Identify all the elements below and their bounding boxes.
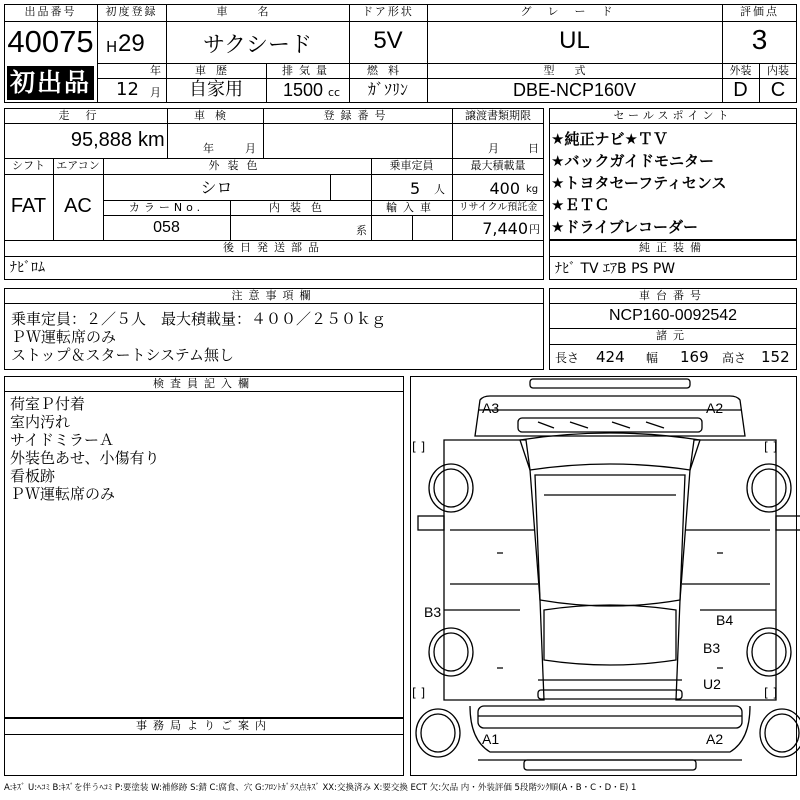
exterior-color-label: 外装色	[208, 159, 266, 172]
damage-legend: A:ｷｽﾞ U:ﾍｺﾐ B:ｷｽﾞを伴うﾍｺﾐ P:要塗装 W:補修跡 S:錆 C:腐食、穴 G:ﾌﾛﾝﾄｶﾞﾗｽ点ｷｽﾞ XX:交換済み X:要交換 ECT 欠:欠品 内・外装評価 5段階ﾗﾝｸ順(A・B・C・D・E) 1	[4, 783, 637, 793]
damage-left-rear: B3	[424, 604, 442, 620]
shift-label: シフト	[12, 159, 45, 172]
height: 152	[761, 348, 790, 366]
transfer-deadline-label: 譲渡書類期限	[465, 109, 531, 122]
notes-line: ＰＷ運転席のみ	[11, 328, 117, 346]
max-load-unit: kg	[526, 184, 539, 195]
equipment: ﾅﾋﾞ TV ｴｱB PS PW	[555, 261, 676, 277]
exterior-grade: D	[733, 79, 748, 101]
inspector-line: ＰＷ運転席のみ	[10, 485, 116, 503]
sales-point-item: ★純正ナビ★ＴＶ	[551, 130, 668, 148]
inspection-month-unit: 月	[245, 142, 256, 155]
history-label: 車歴	[195, 64, 237, 77]
displacement-label: 排気量	[282, 64, 333, 77]
equipment-label: 純正装備	[639, 241, 707, 254]
grade-label: グレード	[520, 5, 629, 18]
capacity-unit: 人	[434, 183, 445, 196]
later-parts-label: 後日発送部品	[223, 241, 325, 254]
year-unit: 年	[150, 64, 161, 77]
recycle-deposit-label: リサイクル預託金	[458, 202, 538, 213]
chassis-number-label: 車台番号	[639, 289, 707, 302]
sales-point-item: ★ＥＴＣ	[551, 196, 610, 214]
fuel-label: 燃料	[367, 64, 409, 77]
damage-right-rear-mid: B3	[703, 640, 721, 656]
exterior-grade-label: 外装	[729, 64, 752, 77]
mileage: 95,888	[70, 129, 132, 151]
transfer-day-unit: 日	[528, 142, 539, 155]
door-type: 5V	[373, 27, 403, 54]
damage-front-right: A2	[706, 400, 724, 416]
model-label: 型式	[543, 64, 606, 77]
registration-era: H	[106, 38, 118, 56]
transfer-month-unit: 月	[488, 142, 499, 155]
interior-color-unit: 系	[356, 224, 367, 237]
registration-year: 29	[118, 30, 145, 57]
fuel: ｶﾞｿﾘﾝ	[367, 80, 408, 99]
displacement: 1500	[283, 80, 324, 100]
exterior-color: シロ	[200, 178, 233, 197]
inspection-label: 車検	[194, 109, 236, 122]
inspector-line: 荷室Ｐ付着	[10, 395, 86, 413]
inspector-line: 室内汚れ	[10, 413, 71, 431]
inspector-line: サイドミラーＡ	[10, 431, 114, 449]
interior-grade-label: 内装	[767, 64, 789, 77]
sales-point-item: ★トヨタセーフティセンス	[551, 174, 727, 192]
length-label: 長さ	[555, 351, 580, 365]
notes-label: 注意事項欄	[231, 289, 317, 302]
color-number: 058	[153, 219, 180, 236]
mileage-unit: km	[138, 129, 165, 151]
damage-rear-right: A2	[706, 731, 724, 747]
first-listing-badge: 初出品	[7, 66, 94, 100]
score-label: 評価点	[740, 5, 779, 18]
registration-month: 12	[116, 79, 139, 100]
width-label: 幅	[646, 351, 659, 365]
bracket-mark: [ ]	[764, 686, 778, 700]
office-label: 事務局よりご案内	[136, 719, 272, 732]
bracket-mark: [ ]	[764, 440, 778, 454]
car-name-label: 車名	[216, 5, 299, 18]
max-load-label: 最大積載量	[470, 159, 526, 172]
lot-number-label: 出品番号	[24, 5, 77, 18]
color-number-label: カラーNo.	[128, 201, 205, 214]
first-registration-label: 初度登録	[105, 5, 158, 18]
notes-line: ストップ＆スタートシステム無し	[11, 346, 235, 364]
recycle-deposit: 7,440	[482, 219, 528, 238]
inspector-line: 看板跡	[10, 467, 56, 485]
air-conditioner: AC	[64, 195, 92, 217]
bracket-mark: [ ]	[412, 686, 426, 700]
mileage-label: 走行	[58, 109, 113, 122]
history: 自家用	[189, 79, 243, 100]
bracket-mark: [ ]	[412, 440, 426, 454]
later-parts: ﾅﾋﾞﾛﾑ	[10, 260, 45, 276]
height-label: 高さ	[722, 351, 747, 365]
damage-right-rear-top: B4	[716, 612, 734, 628]
sales-point-item: ★バックガイドモニター	[551, 152, 714, 170]
notes-line: 乗車定員：２／５人 最大積載量：４００／２５０ｋｇ	[11, 310, 387, 328]
lot-number: 40075	[7, 24, 94, 59]
damage-right-rear-low: U2	[703, 676, 721, 692]
shift: FAT	[10, 195, 47, 217]
import-label: 輸入車	[386, 201, 437, 214]
sales-point-item: ★ドライブレコーダー	[551, 218, 698, 236]
interior-grade: C	[770, 79, 786, 101]
damage-rear-left: A1	[482, 731, 500, 747]
width: 169	[680, 348, 709, 366]
air-conditioner-label: エアコン	[56, 159, 100, 172]
length: 424	[596, 348, 625, 366]
capacity: 5	[410, 179, 421, 198]
overall-score: 3	[751, 24, 768, 55]
chassis-number: NCP160-0092542	[608, 307, 738, 324]
month-unit: 月	[150, 86, 161, 99]
inspection-year-unit: 年	[203, 142, 214, 155]
damage-front-left: A3	[482, 400, 500, 416]
recycle-deposit-unit: 円	[529, 223, 540, 236]
inspector-line: 外装色あせ、小傷有り	[10, 449, 160, 467]
sales-points-label: セールスポイント	[613, 109, 733, 122]
interior-color-label: 内装色	[269, 201, 332, 214]
model-code: DBE-NCP160V	[512, 80, 637, 100]
inspector-label: 検査員記入欄	[153, 377, 255, 390]
displacement-unit: cc	[328, 86, 341, 99]
grade: UL	[559, 27, 590, 54]
dimensions-label: 諸元	[656, 329, 690, 342]
capacity-label: 乗車定員	[389, 159, 434, 172]
car-name: サクシード	[202, 33, 313, 58]
registration-number-label: 登録番号	[323, 109, 392, 122]
max-load: 400	[489, 179, 520, 198]
door-type-label: ドア形状	[362, 5, 414, 18]
